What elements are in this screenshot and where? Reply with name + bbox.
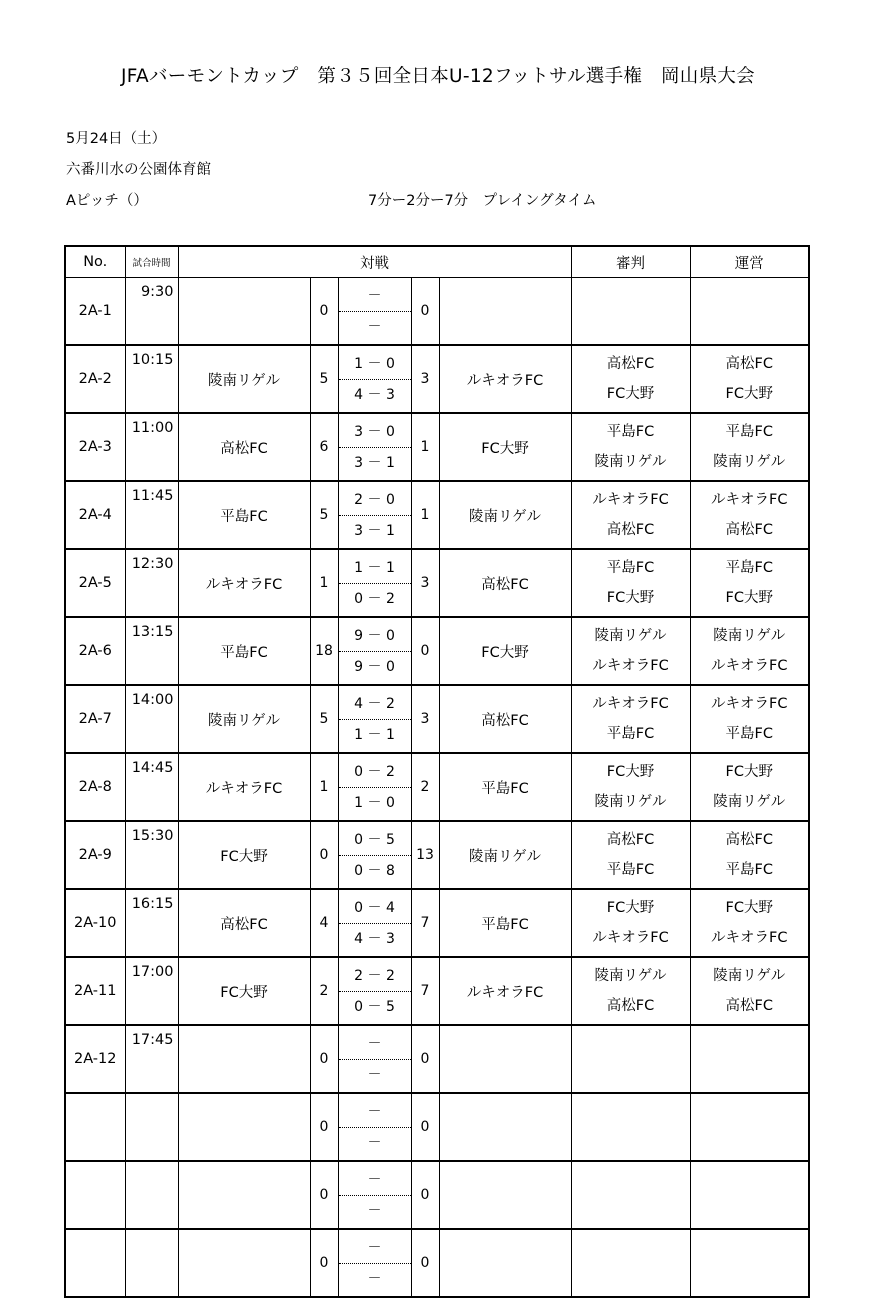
match-no: 2A-6 bbox=[65, 617, 125, 685]
second-half-score: － bbox=[367, 1270, 382, 1287]
referee-1: FC大野 bbox=[606, 900, 655, 916]
management-1 bbox=[691, 1097, 809, 1127]
second-half-score: 0 － 5 bbox=[354, 998, 395, 1015]
away-score: 0 bbox=[411, 1229, 439, 1297]
referee-cell bbox=[571, 1161, 690, 1229]
half-scores bbox=[338, 821, 411, 889]
referee-2: 高松FC bbox=[606, 522, 655, 538]
match-time: 16:15 bbox=[125, 889, 178, 957]
management-2: 高松FC bbox=[725, 998, 773, 1014]
management-1: 陵南リゲル bbox=[713, 968, 786, 984]
referee-1 bbox=[572, 1029, 690, 1059]
away-team: ルキオラFC bbox=[439, 345, 571, 413]
home-team: 高松FC bbox=[178, 413, 310, 481]
away-score: 0 bbox=[411, 1025, 439, 1093]
half-scores bbox=[338, 481, 411, 549]
home-team: FC大野 bbox=[178, 821, 310, 889]
referee-cell bbox=[571, 481, 690, 549]
half-scores bbox=[338, 1025, 411, 1093]
home-team: FC大野 bbox=[178, 957, 310, 1025]
home-score: 2 bbox=[310, 957, 338, 1025]
away-team: 陵南リゲル bbox=[439, 481, 571, 549]
second-half-score: － bbox=[367, 1134, 382, 1151]
referee-1: 平島FC bbox=[606, 560, 655, 576]
home-score: 0 bbox=[310, 1161, 338, 1229]
management-2: 平島FC bbox=[725, 862, 773, 878]
venue: 六番川水の公園体育館 bbox=[66, 162, 211, 178]
away-team: 高松FC bbox=[439, 685, 571, 753]
match-time: 11:00 bbox=[125, 413, 178, 481]
match-time: 17:00 bbox=[125, 957, 178, 1025]
management-cell bbox=[690, 413, 809, 481]
home-score: 0 bbox=[310, 1229, 338, 1297]
home-team: ルキオラFC bbox=[178, 549, 310, 617]
header-time: 試合時間 bbox=[125, 246, 178, 278]
management-cell bbox=[690, 889, 809, 957]
away-score: 7 bbox=[411, 889, 439, 957]
away-score: 1 bbox=[411, 481, 439, 549]
header-no: No. bbox=[65, 246, 125, 278]
away-score: 13 bbox=[411, 821, 439, 889]
match-no: 2A-12 bbox=[65, 1025, 125, 1093]
management-1: ルキオラFC bbox=[711, 696, 788, 712]
management-1: FC大野 bbox=[725, 900, 773, 916]
home-team: 陵南リゲル bbox=[178, 345, 310, 413]
home-score: 5 bbox=[310, 481, 338, 549]
management-2: 陵南リゲル bbox=[713, 794, 786, 810]
away-score: 3 bbox=[411, 345, 439, 413]
referee-2 bbox=[572, 1263, 690, 1293]
management-2: ルキオラFC bbox=[711, 658, 788, 674]
page-title: JFAバーモントカップ 第３５回全日本U-12フットサル選手権 岡山県大会 bbox=[121, 66, 755, 87]
management-2 bbox=[691, 1263, 809, 1293]
referee-2: FC大野 bbox=[606, 386, 655, 402]
match-date: 5月24日（土） bbox=[66, 131, 167, 147]
match-time: 10:15 bbox=[125, 345, 178, 413]
referee-2 bbox=[572, 1059, 690, 1089]
half-scores bbox=[338, 617, 411, 685]
table-row bbox=[65, 345, 809, 413]
match-no: 2A-7 bbox=[65, 685, 125, 753]
referee-cell bbox=[571, 345, 690, 413]
management-1 bbox=[691, 281, 809, 311]
first-half-score: － bbox=[339, 1029, 411, 1060]
match-time: 15:30 bbox=[125, 821, 178, 889]
away-team bbox=[439, 1025, 571, 1093]
home-score: 1 bbox=[310, 549, 338, 617]
table-row bbox=[65, 617, 809, 685]
management-1: 平島FC bbox=[725, 560, 773, 576]
referee-2: 陵南リゲル bbox=[594, 454, 667, 470]
match-no: 2A-3 bbox=[65, 413, 125, 481]
away-score: 2 bbox=[411, 753, 439, 821]
management-2: ルキオラFC bbox=[711, 930, 788, 946]
match-time: 13:15 bbox=[125, 617, 178, 685]
away-score: 0 bbox=[411, 1161, 439, 1229]
management-cell bbox=[690, 957, 809, 1025]
referee-2 bbox=[572, 1195, 690, 1225]
match-no: 2A-8 bbox=[65, 753, 125, 821]
table-row bbox=[65, 278, 809, 346]
first-half-score: 4 － 2 bbox=[339, 689, 411, 720]
home-score: 0 bbox=[310, 1093, 338, 1161]
first-half-score: － bbox=[339, 281, 411, 312]
match-time: 14:00 bbox=[125, 685, 178, 753]
match-no: 2A-1 bbox=[65, 278, 125, 346]
second-half-score: － bbox=[367, 318, 382, 335]
second-half-score: 0 － 2 bbox=[354, 590, 395, 607]
table-row bbox=[65, 481, 809, 549]
home-team bbox=[178, 1025, 310, 1093]
half-scores bbox=[338, 413, 411, 481]
management-2 bbox=[691, 311, 809, 341]
referee-cell bbox=[571, 1229, 690, 1297]
referee-cell bbox=[571, 413, 690, 481]
referee-cell bbox=[571, 685, 690, 753]
management-cell bbox=[690, 685, 809, 753]
match-no bbox=[65, 1093, 125, 1161]
match-no: 2A-9 bbox=[65, 821, 125, 889]
half-scores bbox=[338, 345, 411, 413]
referee-1: FC大野 bbox=[606, 764, 655, 780]
second-half-score: 9 － 0 bbox=[354, 658, 395, 675]
table-row bbox=[65, 1161, 809, 1229]
header-row bbox=[65, 246, 809, 278]
playing-time: 7分ー2分ー7分 プレイングタイム bbox=[368, 193, 597, 209]
first-half-score: 2 － 0 bbox=[339, 485, 411, 516]
first-half-score: 1 － 0 bbox=[339, 349, 411, 380]
management-1 bbox=[691, 1029, 809, 1059]
referee-1: ルキオラFC bbox=[592, 696, 669, 712]
referee-cell bbox=[571, 278, 690, 346]
management-2: 平島FC bbox=[725, 726, 773, 742]
first-half-score: 1 － 1 bbox=[339, 553, 411, 584]
match-time: 9:30 bbox=[125, 278, 178, 346]
referee-1: 高松FC bbox=[606, 356, 655, 372]
referee-1 bbox=[572, 1233, 690, 1263]
away-team: 平島FC bbox=[439, 753, 571, 821]
match-time bbox=[125, 1229, 178, 1297]
half-scores bbox=[338, 889, 411, 957]
referee-1 bbox=[572, 1165, 690, 1195]
management-1: 高松FC bbox=[725, 356, 773, 372]
home-score: 6 bbox=[310, 413, 338, 481]
half-scores bbox=[338, 753, 411, 821]
management-2: FC大野 bbox=[725, 386, 773, 402]
second-half-score: 0 － 8 bbox=[354, 862, 395, 879]
referee-cell bbox=[571, 1025, 690, 1093]
home-score: 0 bbox=[310, 821, 338, 889]
half-scores bbox=[338, 1093, 411, 1161]
match-no: 2A-11 bbox=[65, 957, 125, 1025]
first-half-score: 2 － 2 bbox=[339, 961, 411, 992]
half-scores bbox=[338, 549, 411, 617]
home-score: 5 bbox=[310, 685, 338, 753]
management-2: 高松FC bbox=[725, 522, 773, 538]
header-referee: 審判 bbox=[571, 246, 690, 278]
table-row bbox=[65, 1229, 809, 1297]
management-cell bbox=[690, 481, 809, 549]
second-half-score: 1 － 0 bbox=[354, 794, 395, 811]
first-half-score: 0 － 4 bbox=[339, 893, 411, 924]
home-team bbox=[178, 1093, 310, 1161]
referee-1: 高松FC bbox=[606, 832, 655, 848]
first-half-score: 0 － 5 bbox=[339, 825, 411, 856]
referee-2: ルキオラFC bbox=[592, 930, 669, 946]
management-1: FC大野 bbox=[725, 764, 773, 780]
home-team: ルキオラFC bbox=[178, 753, 310, 821]
table-row bbox=[65, 413, 809, 481]
management-2: 陵南リゲル bbox=[713, 454, 786, 470]
away-score: 0 bbox=[411, 1093, 439, 1161]
referee-1: 陵南リゲル bbox=[594, 968, 667, 984]
referee-2: ルキオラFC bbox=[592, 658, 669, 674]
management-cell bbox=[690, 345, 809, 413]
second-half-score: 3 － 1 bbox=[354, 522, 395, 539]
second-half-score: 4 － 3 bbox=[354, 930, 395, 947]
away-team: ルキオラFC bbox=[439, 957, 571, 1025]
management-2 bbox=[691, 1059, 809, 1089]
referee-2: FC大野 bbox=[606, 590, 655, 606]
management-2: FC大野 bbox=[725, 590, 773, 606]
pitch: Aピッチ（） bbox=[66, 193, 148, 209]
table-row bbox=[65, 685, 809, 753]
referee-2 bbox=[572, 311, 690, 341]
management-1: 陵南リゲル bbox=[713, 628, 786, 644]
management-1: ルキオラFC bbox=[711, 492, 788, 508]
second-half-score: 1 － 1 bbox=[354, 726, 395, 743]
management-1 bbox=[691, 1233, 809, 1263]
away-score: 1 bbox=[411, 413, 439, 481]
home-score: 5 bbox=[310, 345, 338, 413]
first-half-score: 0 － 2 bbox=[339, 757, 411, 788]
match-no: 2A-5 bbox=[65, 549, 125, 617]
referee-2: 陵南リゲル bbox=[594, 794, 667, 810]
referee-cell bbox=[571, 821, 690, 889]
away-team bbox=[439, 1161, 571, 1229]
management-1 bbox=[691, 1165, 809, 1195]
referee-cell bbox=[571, 1093, 690, 1161]
home-score: 4 bbox=[310, 889, 338, 957]
first-half-score: － bbox=[339, 1233, 411, 1264]
half-scores bbox=[338, 1229, 411, 1297]
management-cell bbox=[690, 278, 809, 346]
half-scores bbox=[338, 685, 411, 753]
header-management: 運営 bbox=[690, 246, 809, 278]
management-1: 平島FC bbox=[725, 424, 773, 440]
referee-1 bbox=[572, 281, 690, 311]
first-half-score: 9 － 0 bbox=[339, 621, 411, 652]
away-team: 陵南リゲル bbox=[439, 821, 571, 889]
match-no: 2A-10 bbox=[65, 889, 125, 957]
referee-cell bbox=[571, 957, 690, 1025]
header-match: 対戦 bbox=[178, 246, 571, 278]
home-score: 0 bbox=[310, 1025, 338, 1093]
away-team: FC大野 bbox=[439, 617, 571, 685]
second-half-score: － bbox=[367, 1202, 382, 1219]
away-team: FC大野 bbox=[439, 413, 571, 481]
home-team bbox=[178, 1161, 310, 1229]
table-row bbox=[65, 889, 809, 957]
management-cell bbox=[690, 821, 809, 889]
first-half-score: － bbox=[339, 1097, 411, 1128]
management-1: 高松FC bbox=[725, 832, 773, 848]
second-half-score: 3 － 1 bbox=[354, 454, 395, 471]
first-half-score: － bbox=[339, 1165, 411, 1196]
match-no: 2A-2 bbox=[65, 345, 125, 413]
home-team bbox=[178, 278, 310, 346]
match-time bbox=[125, 1093, 178, 1161]
management-cell bbox=[690, 753, 809, 821]
referee-1 bbox=[572, 1097, 690, 1127]
management-cell bbox=[690, 1161, 809, 1229]
match-no bbox=[65, 1161, 125, 1229]
home-score: 18 bbox=[310, 617, 338, 685]
referee-2: 高松FC bbox=[606, 998, 655, 1014]
away-score: 0 bbox=[411, 278, 439, 346]
half-scores bbox=[338, 278, 411, 346]
away-score: 3 bbox=[411, 549, 439, 617]
second-half-score: 4 － 3 bbox=[354, 386, 395, 403]
referee-2: 平島FC bbox=[606, 862, 655, 878]
table-row bbox=[65, 753, 809, 821]
table-row bbox=[65, 957, 809, 1025]
referee-1: 平島FC bbox=[606, 424, 655, 440]
second-half-score: － bbox=[367, 1066, 382, 1083]
home-team bbox=[178, 1229, 310, 1297]
home-team: 高松FC bbox=[178, 889, 310, 957]
referee-2: 平島FC bbox=[606, 726, 655, 742]
home-score: 0 bbox=[310, 278, 338, 346]
away-team: 高松FC bbox=[439, 549, 571, 617]
referee-1: 陵南リゲル bbox=[594, 628, 667, 644]
match-time: 14:45 bbox=[125, 753, 178, 821]
management-cell bbox=[690, 1025, 809, 1093]
referee-cell bbox=[571, 549, 690, 617]
management-2 bbox=[691, 1127, 809, 1157]
half-scores bbox=[338, 957, 411, 1025]
home-team: 平島FC bbox=[178, 481, 310, 549]
away-score: 3 bbox=[411, 685, 439, 753]
away-team: 平島FC bbox=[439, 889, 571, 957]
management-2 bbox=[691, 1195, 809, 1225]
table-row bbox=[65, 1025, 809, 1093]
match-time bbox=[125, 1161, 178, 1229]
table-row bbox=[65, 1093, 809, 1161]
match-time: 17:45 bbox=[125, 1025, 178, 1093]
referee-1: ルキオラFC bbox=[592, 492, 669, 508]
away-score: 0 bbox=[411, 617, 439, 685]
referee-2 bbox=[572, 1127, 690, 1157]
referee-cell bbox=[571, 889, 690, 957]
referee-cell bbox=[571, 617, 690, 685]
schedule-table bbox=[64, 245, 810, 1298]
management-cell bbox=[690, 1093, 809, 1161]
half-scores bbox=[338, 1161, 411, 1229]
match-time: 12:30 bbox=[125, 549, 178, 617]
away-team bbox=[439, 1229, 571, 1297]
match-no: 2A-4 bbox=[65, 481, 125, 549]
match-time: 11:45 bbox=[125, 481, 178, 549]
away-score: 7 bbox=[411, 957, 439, 1025]
referee-cell bbox=[571, 753, 690, 821]
home-team: 陵南リゲル bbox=[178, 685, 310, 753]
first-half-score: 3 － 0 bbox=[339, 417, 411, 448]
management-cell bbox=[690, 549, 809, 617]
table-row bbox=[65, 549, 809, 617]
management-cell bbox=[690, 617, 809, 685]
away-team bbox=[439, 278, 571, 346]
match-no bbox=[65, 1229, 125, 1297]
home-score: 1 bbox=[310, 753, 338, 821]
home-team: 平島FC bbox=[178, 617, 310, 685]
management-cell bbox=[690, 1229, 809, 1297]
away-team bbox=[439, 1093, 571, 1161]
table-row bbox=[65, 821, 809, 889]
